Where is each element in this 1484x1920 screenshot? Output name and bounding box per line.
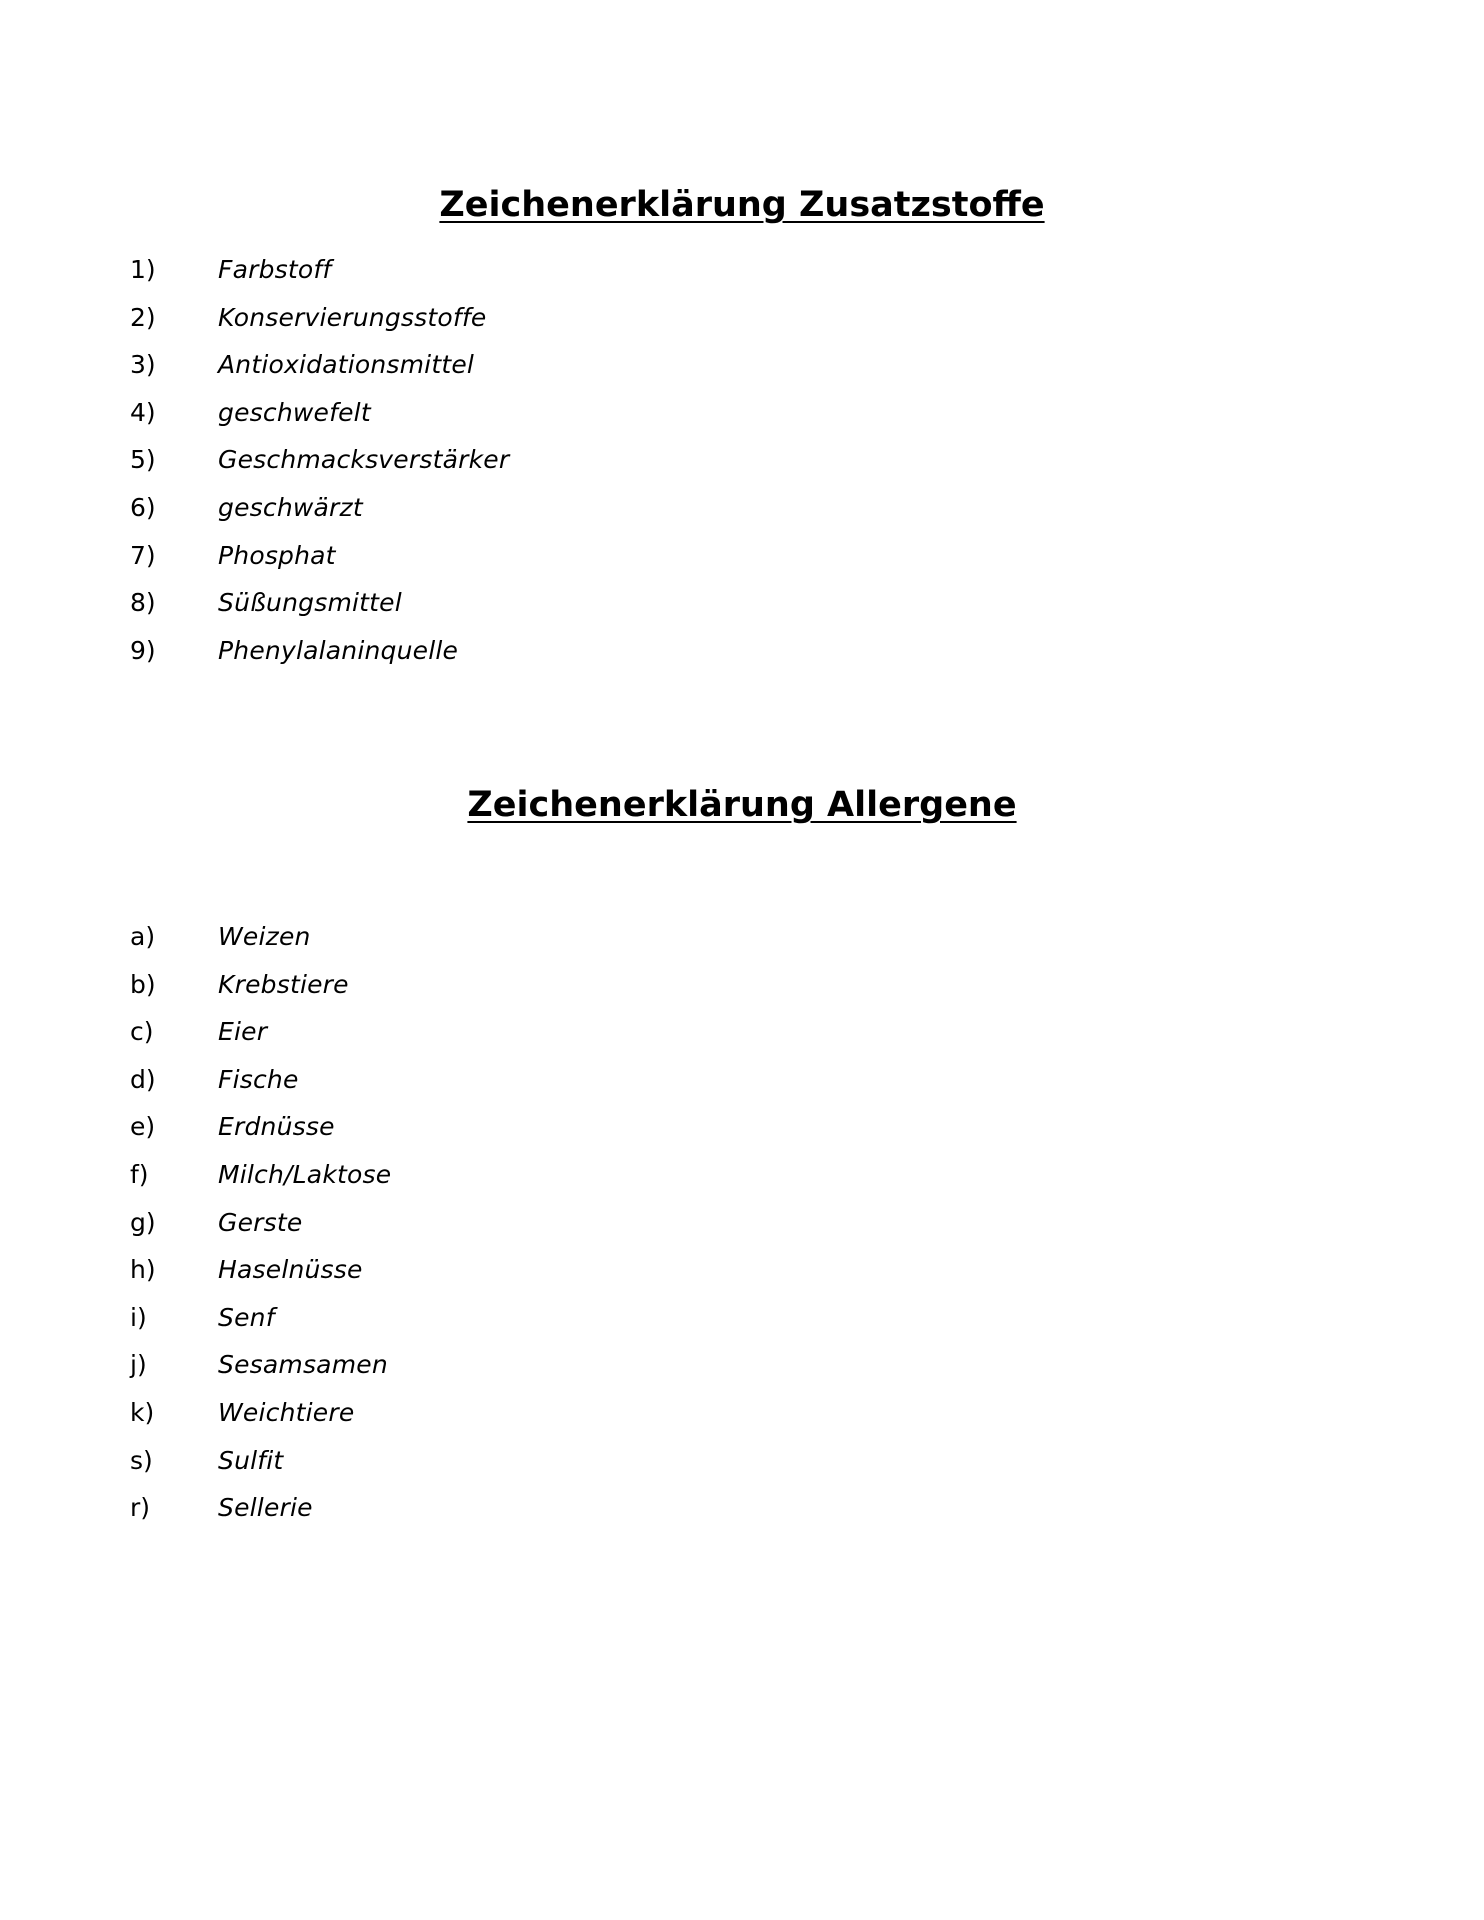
- allergene-item: [130, 961, 391, 1009]
- zusatzstoffe-item: [130, 246, 509, 294]
- legend-label: Geschmacksverstärker: [218, 445, 510, 475]
- legend-label: geschwefelt: [218, 397, 371, 427]
- legend-label: Farbstoff: [218, 255, 332, 284]
- allergene-item: [130, 1484, 391, 1532]
- legend-key: 3): [130, 350, 156, 380]
- legend-key: r): [130, 1493, 151, 1523]
- legend-label: Weizen: [218, 922, 311, 951]
- zusatzstoffe-item: [130, 627, 509, 675]
- zusatzstoffe-item: [130, 294, 509, 342]
- legend-key: i): [130, 1302, 147, 1332]
- legend-key: s): [130, 1445, 153, 1475]
- legend-label: Sellerie: [218, 1493, 313, 1523]
- allergene-item: [130, 1056, 391, 1104]
- legend-label: Erdnüsse: [218, 1112, 335, 1142]
- legend-label: Phosphat: [218, 540, 336, 570]
- legend-key: 4): [130, 397, 156, 427]
- legend-label: Antioxidationsmittel: [218, 350, 475, 380]
- legend-label: Haselnüsse: [218, 1255, 363, 1285]
- zusatzstoffe-item: [130, 389, 509, 437]
- allergene-list: [130, 913, 391, 1532]
- legend-key: d): [130, 1064, 156, 1094]
- legend-key: j): [130, 1350, 147, 1380]
- legend-label: Fische: [218, 1064, 299, 1094]
- zusatzstoffe-item: [130, 436, 509, 484]
- legend-label: Milch/Laktose: [218, 1159, 392, 1189]
- legend-label: Senf: [218, 1302, 275, 1332]
- legend-key: 5): [130, 445, 156, 475]
- allergene-item: [130, 1389, 391, 1437]
- legend-key: e): [130, 1112, 156, 1142]
- legend-key: 7): [130, 540, 156, 570]
- legend-label: Sesamsamen: [218, 1350, 388, 1380]
- legend-key: g): [130, 1207, 156, 1237]
- legend-label: Konservierungsstoffe: [218, 302, 487, 332]
- legend-key: 1): [130, 255, 156, 284]
- legend-key: 8): [130, 588, 156, 618]
- zusatzstoffe-item: [130, 532, 509, 580]
- zusatzstoffe-item: [130, 579, 509, 627]
- legend-key: 9): [130, 635, 156, 665]
- legend-key: f): [130, 1159, 149, 1189]
- legend-key: a): [130, 922, 156, 951]
- legend-label: Phenylalaninquelle: [218, 635, 459, 665]
- legend-label: Gerste: [218, 1207, 303, 1237]
- legend-label: geschwärzt: [218, 492, 363, 522]
- allergene-item: [130, 1294, 391, 1342]
- zusatzstoffe-title: Zeichenerklärung Zusatzstoffe: [439, 185, 1045, 225]
- allergene-item: [130, 913, 391, 961]
- allergene-item: [130, 1151, 391, 1199]
- legend-key: 2): [130, 302, 156, 332]
- legend-label: Krebstiere: [218, 969, 349, 999]
- allergene-item: [130, 1103, 391, 1151]
- zusatzstoffe-list: [130, 246, 509, 674]
- allergene-item: [130, 1246, 391, 1294]
- allergene-item: [130, 1199, 391, 1247]
- legend-label: Sulfit: [218, 1445, 284, 1475]
- zusatzstoffe-item: [130, 341, 509, 389]
- legend-key: h): [130, 1255, 156, 1285]
- zusatzstoffe-item: [130, 484, 509, 532]
- allergene-title: Zeichenerklärung Allergene: [467, 785, 1017, 825]
- legend-label: Süßungsmittel: [218, 588, 402, 618]
- legend-key: b): [130, 969, 156, 999]
- legend-label: Eier: [218, 1017, 268, 1047]
- allergene-item: [130, 1437, 391, 1485]
- legend-key: k): [130, 1397, 155, 1427]
- legend-label: Weichtiere: [218, 1397, 355, 1427]
- legend-key: c): [130, 1017, 154, 1047]
- allergene-item: [130, 1008, 391, 1056]
- allergene-item: [130, 1341, 391, 1389]
- legend-key: 6): [130, 492, 156, 522]
